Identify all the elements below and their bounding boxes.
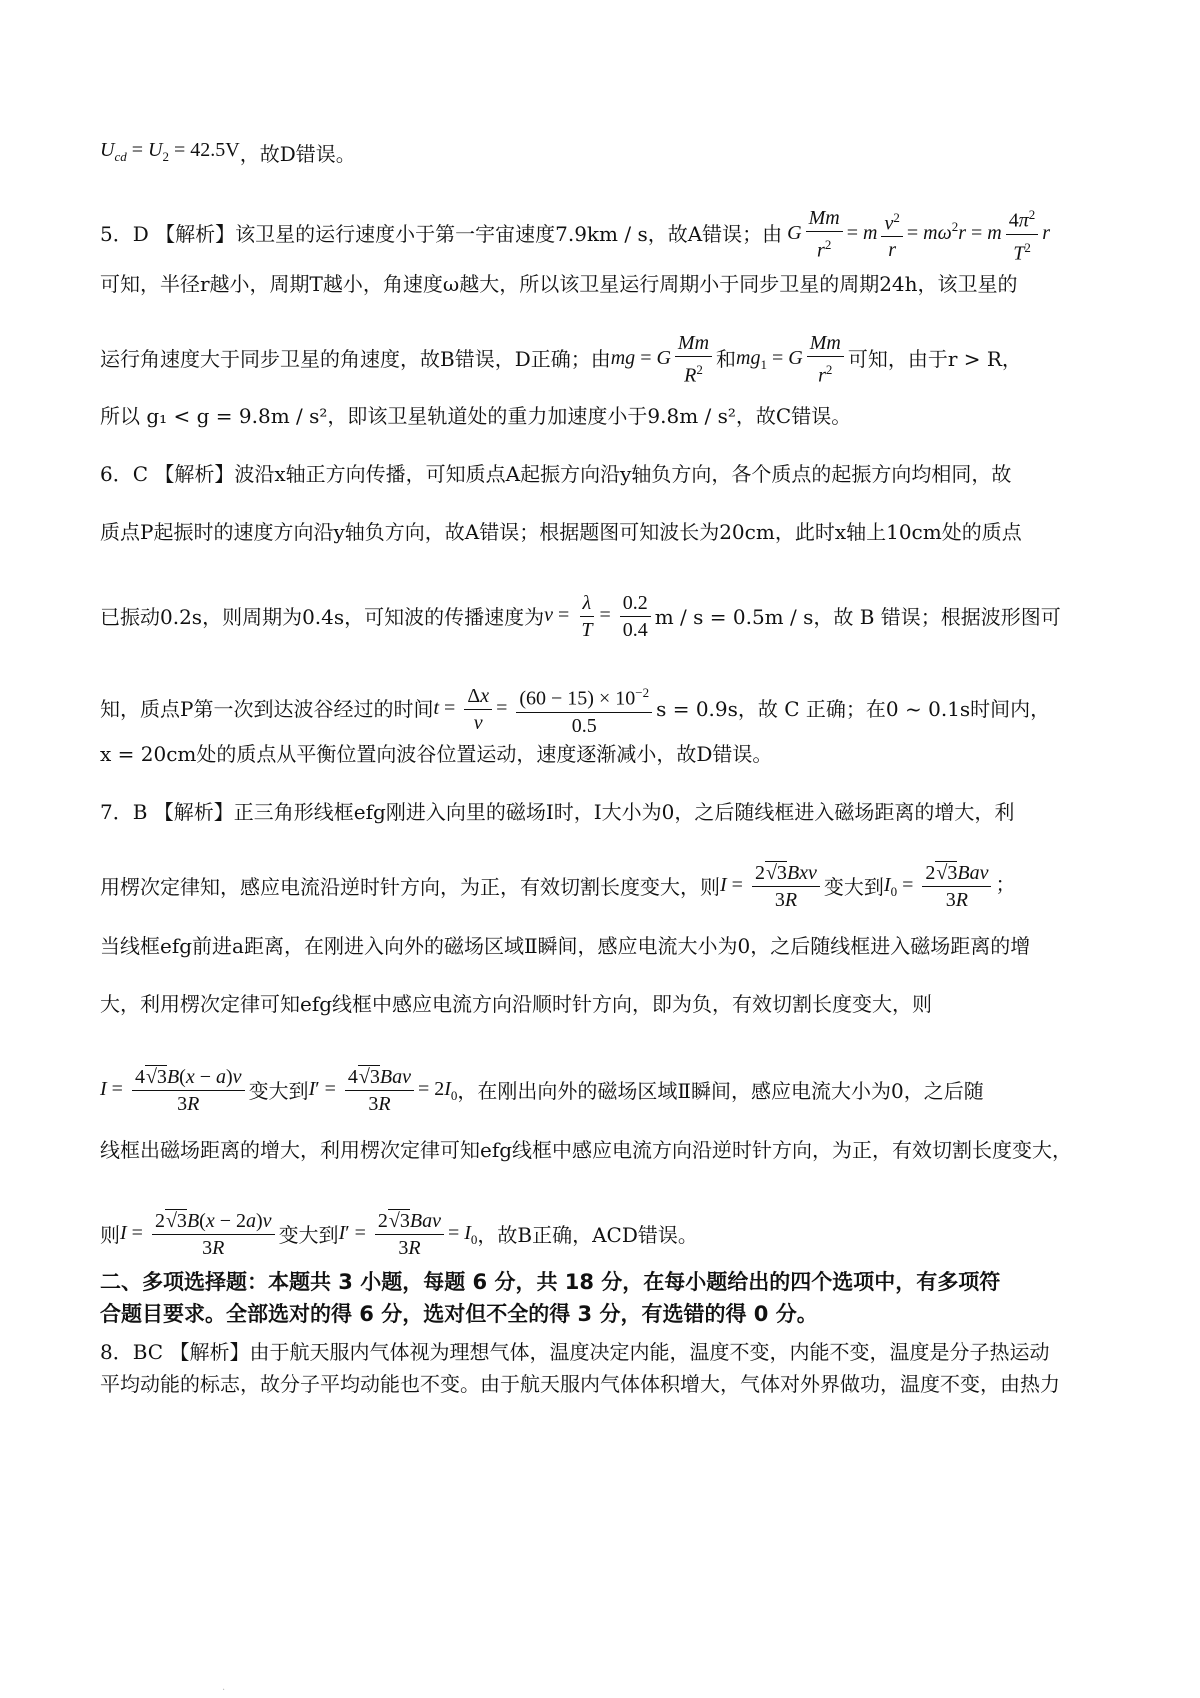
q5-text-d: 所以 g₁ < g = 9.8m / s²，即该卫星轨道处的重力加速度小于9.8m / s²，故C错误。 [100, 404, 852, 428]
formula-current-i0: $I_0$ = $\frac{\text{2√3Bav}}{3R}$ ； [883, 862, 1016, 911]
formula-orbit-gravity: $mg_1 = G$ $\frac{Mm}{r^2}$ [736, 332, 848, 387]
formula-current-iprime-1: I′ = $\frac{\text{4√3Bav}}{3R}$ = $2I_0$ [308, 1066, 458, 1115]
answer-line-q7-d [100, 990, 1110, 1018]
formula-ucd: $U_{cd} = U_2 = 42.5V$ [100, 139, 240, 164]
q7-text-c: 当线框efg前进a距离，在刚进入向外的磁场区域Ⅱ瞬间，感应电流大小为0，之后随线框进入磁场距离的增 [100, 934, 1031, 958]
q4-conclusion: ，故D错误。 [239, 141, 356, 166]
formula-surface-gravity: mg = G $\frac{Mm}{R^2}$ [611, 332, 716, 387]
answer-line-q6-e [100, 740, 1110, 768]
q6-text-c-post: m / s = 0.5m / s，故 B 错误；根据波形图可 [654, 604, 1061, 629]
answer-line-q5-b [100, 270, 1110, 298]
formula-current-iprime-2: I′ = $\frac{\text{2√3Bav}}{3R}$ = $I_0$ [338, 1210, 478, 1259]
q5-text-a: 5．D 【解析】该卫星的运行速度小于第一宇宙速度7.9km / s，故A错误；由 [100, 222, 783, 247]
answer-line-q5-a [100, 204, 1110, 264]
section-2-heading-b [100, 1300, 1110, 1328]
page-footer-mark: . [222, 1682, 226, 1693]
q6-text-c-pre: 已振动0.2s，则周期为0.4s，可知波的传播速度为 [100, 604, 545, 629]
answer-line-q8-b [100, 1370, 1110, 1398]
q7-text-b-mid: 变大到 [823, 874, 884, 899]
q7-text-d: 大，利用楞次定律可知efg线框中感应电流方向沿顺时针方向，即为负，有效切割长度变大，则 [100, 992, 933, 1016]
section-2-text-b: 合题目要求。全部选对的得 6 分，选对但不全的得 3 分，有选错的得 0 分。 [100, 1302, 818, 1326]
q8-text-a: 8．BC 【解析】由于航天服内气体视为理想气体，温度决定内能，温度不变，内能不变，温度是分子热运动 [100, 1340, 1050, 1364]
answer-line-q5-d [100, 402, 1110, 430]
answer-line-q7-e [100, 1066, 1110, 1115]
q6-text-a: 6．C 【解析】波沿x轴正方向传播，可知质点A起振方向沿y轴负方向，各个质点的起振方向均相同，故 [100, 462, 1012, 486]
q5-text-c-pre: 运行角速度大于同步卫星的角速度，故B错误，D正确；由 [100, 347, 611, 372]
q7-text-g-post: ，故B正确，ACD错误。 [477, 1222, 698, 1247]
formula-gravity-circular: G $\frac{Mm}{r^2}$ = m $\frac{v^2}{r}$ = $m\omega^2r = m$ $\frac{4\pi^2}{T^2}$ r [782, 204, 1050, 264]
answer-line-q8-a [100, 1338, 1110, 1366]
formula-current-1: I = $\frac{\text{2√3Bxv}}{3R}$ [720, 862, 824, 911]
formula-current-2: I = $\frac{4√3B(x - a)v}{3R}$ [100, 1066, 249, 1115]
answer-line-q6-a [100, 460, 1110, 488]
q7-text-e-post: ，在刚出向外的磁场区域Ⅱ瞬间，感应电流大小为0，之后随 [457, 1078, 984, 1103]
formula-wave-speed: v = $\frac{\lambda}{T}$ = $\frac{0.2}{0.4}$ [544, 592, 655, 641]
answer-line-q7-c [100, 932, 1110, 960]
answer-line-q7-g [100, 1210, 1110, 1259]
q7-text-e-mid: 变大到 [248, 1078, 309, 1103]
q6-text-b: 质点P起振时的速度方向沿y轴负方向，故A错误；根据题图可知波长为20cm，此时x轴上10cm处的质点 [100, 520, 1022, 544]
q5-and: 和 [716, 347, 737, 372]
answer-line-q6-b [100, 518, 1110, 546]
formula-time: t = $\frac{\Delta x}{v}$ = $\frac{(60 - 15) \times 10^{-2}}{0.5}$ [433, 682, 656, 737]
q7-text-g-mid: 变大到 [278, 1222, 339, 1247]
formula-current-3: I = $\frac{2√3B(x - 2a)v}{3R}$ [120, 1210, 279, 1259]
section-2-text-a: 二、多项选择题：本题共 3 小题，每题 6 分，共 18 分，在每小题给出的四个选项中，有多项符 [100, 1270, 1001, 1294]
q8-text-b: 平均动能的标志，故分子平均动能也不变。由于航天服内气体体积增大，气体对外界做功，温度不变，由热力 [100, 1372, 1060, 1396]
q7-text-g-pre: 则 [100, 1222, 120, 1247]
section-2-heading-a [100, 1268, 1110, 1296]
q7-text-a: 7．B 【解析】正三角形线框efg刚进入向里的磁场I时，I大小为0，之后随线框进入磁场距离的增大，利 [100, 800, 1015, 824]
q5-text-b: 可知，半径r越小，周期T越小，角速度ω越大，所以该卫星运行周期小于同步卫星的周期24h，该卫星的 [100, 272, 1018, 296]
q5-text-c-post: 可知，由于r > R， [847, 347, 1022, 372]
answer-line-q6-c [100, 592, 1110, 641]
answer-line-q7-a [100, 798, 1110, 826]
q7-text-b-pre: 用楞次定律知，感应电流沿逆时针方向，为正，有效切割长度变大，则 [100, 874, 720, 899]
q6-text-d-pre: 知，质点P第一次到达波谷经过的时间 [100, 697, 434, 722]
answer-line-q6-d [100, 682, 1110, 737]
answer-line-q4-end [100, 136, 1110, 171]
answer-line-q7-b [100, 862, 1110, 911]
q6-text-e: x = 20cm处的质点从平衡位置向波谷位置运动，速度逐渐减小，故D错误。 [100, 742, 773, 766]
q6-text-d-post: s = 0.9s，故 C 正确；在0 ~ 0.1s时间内， [656, 697, 1051, 722]
answer-line-q5-c [100, 332, 1110, 387]
answer-line-q7-f [100, 1136, 1110, 1164]
q7-text-f: 线框出磁场距离的增大，利用楞次定律可知efg线框中感应电流方向沿逆时针方向，为正，有效切割长度变大， [100, 1138, 1073, 1162]
